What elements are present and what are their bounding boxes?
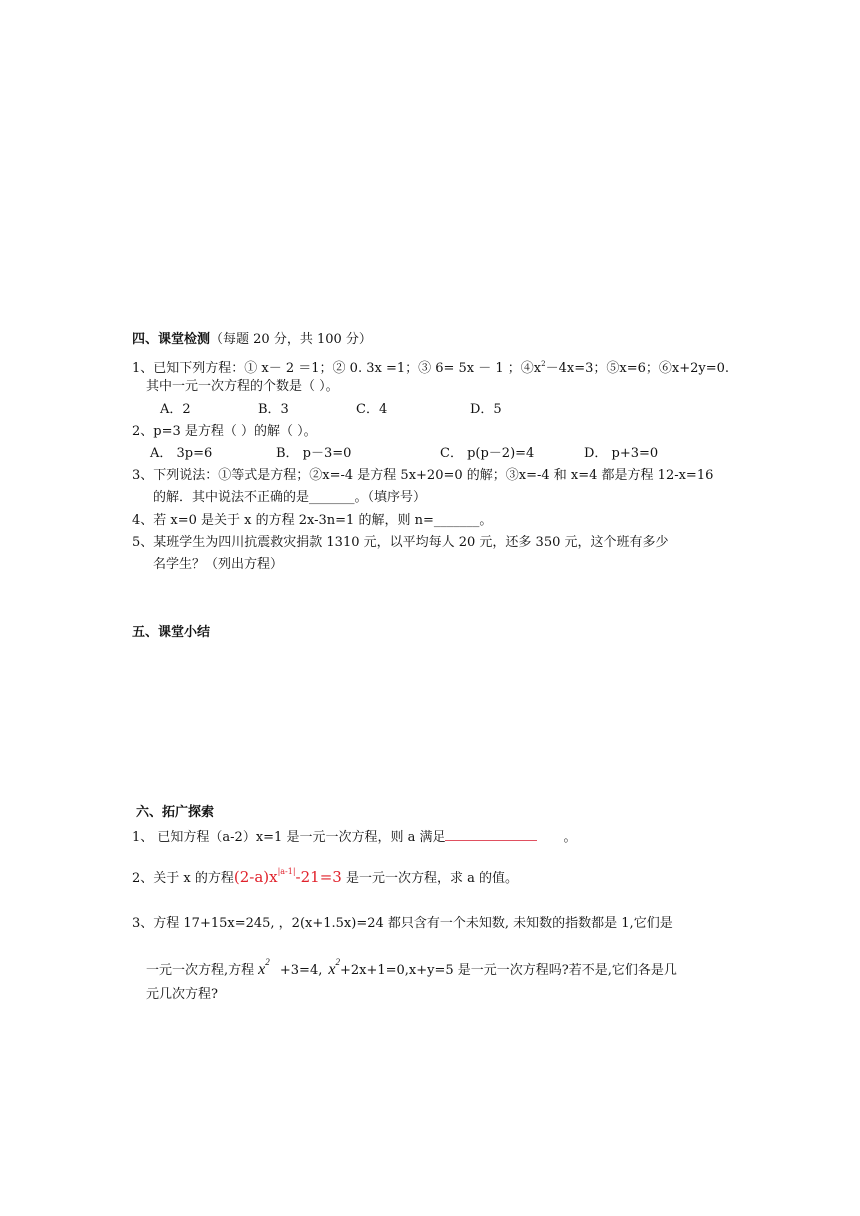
section-4-heading (132, 331, 372, 349)
q4-2-option-c: C． p(p－2)=4 (440, 446, 535, 461)
q4-3-line2: 的解．其中说法不正确的是_______。（填序号） (153, 490, 427, 505)
section-4-subtitle: （每题 20 分，共 100 分） (210, 332, 372, 347)
q4-1-option-a: A．2 (160, 402, 191, 417)
q4-1-line1: 1、已知下列方程：① x－ 2 ＝1；② 0. 3x =1；③ 6= 5x － 1 ；$④x^2-4x=3$；⑤x=6；⑥x+2y=0. (132, 360, 730, 376)
q4-2-option-b: B． p－3=0 (276, 446, 352, 461)
q4-1-option-b: B．3 (258, 402, 289, 417)
q6-3-line1: 3、方程 17+15x=245, ，2(x+1.5x)=24 都只含有一个未知数, 未知数的指数都是 1,它们是 (132, 916, 673, 931)
q4-5-line2: 名学生？（列出方程） (153, 557, 284, 572)
q4-1-option-d: D．5 (470, 402, 502, 417)
q6-2-equation: $(2-a)x^{|a-1|}-21=3$ (233, 867, 342, 886)
q4-1-line2: 其中一元一次方程的个数是（ ）。 (146, 379, 339, 394)
q4-4-line1: 4、若 x=0 是关于 x 的方程 2x-3n=1 的解，则 n=_______。 (132, 513, 493, 528)
q4-5-line1: 5、某班学生为四川抗震救灾捐款 1310 元，以平均每人 20 元，还多 350 元，这个班有多少 (132, 535, 669, 550)
q6-1-blank[interactable] (445, 828, 537, 841)
section-5-title: 五、课堂小结 (132, 625, 211, 640)
q6-3-x-squared-2: $x^2$ (328, 957, 340, 978)
q4-2-option-d: D． p+3=0 (584, 446, 659, 461)
q6-2: 2、关于 x 的方程$(2-a)x^{|a-1|}-21=3$ 是一元一次方程，求 a 的值。 (132, 867, 518, 886)
q6-3-line3: 元几次方程? (146, 987, 218, 1002)
section-4-title: 四、课堂检测 (132, 332, 211, 347)
q4-2-line1: 2、p=3 是方程（ ）的解（ ）。 (132, 424, 317, 439)
q4-2-option-a: A． 3p=6 (150, 446, 213, 461)
q4-1-option-c: C．4 (356, 402, 388, 417)
q4-3-line1: 3、下列说法：①等式是方程；②x=-4 是方程 5x+20=0 的解；③x=-4 和 x=4 都是方程 12-x=16 (132, 468, 714, 483)
q6-3-x-squared-1: $x^2$ (258, 957, 270, 978)
q6-3-line2: 一元一次方程,方程 $x^2 +3=4$, $x^2+2x+1=0,x+y=5$ 是一元一次方程吗?若不是,它们各是几 (146, 957, 677, 978)
q6-1: 1、 已知方程（a-2）x=1 是一元一次方程，则 a 满足 。 (132, 830, 577, 845)
section-6-title: 六、拓广探索 (136, 805, 215, 820)
